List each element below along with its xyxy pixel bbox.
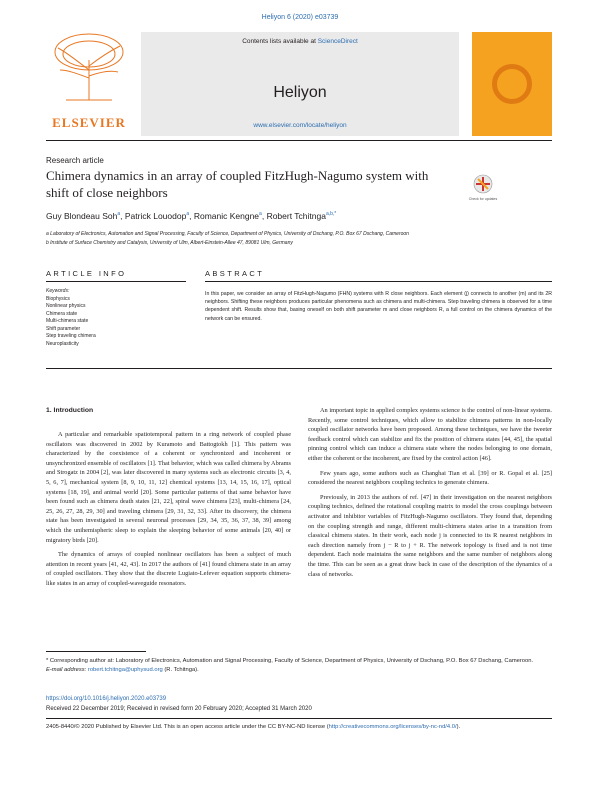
author[interactable]: Patrick Louodop$^a$ [124,211,190,221]
article-title: Chimera dynamics in an array of coupled FitzHugh-Nagumo system with shift of close neighbors [46,168,429,200]
paragraph: An important topic in applied complex systems science is the control of non-linear systems. Recently, some control techniques, which allow to stabilize chimera patterns in non-locally coupled oscillator networks have been proposed. Among these techniques, we have the tweeter feedback control which can stabilize and fix the position of chimera states [44, 45], the spatial pinning control which can induce a chimera state where the nodes belonging to one domain, either the coherent or the incoherent, are fixed by the control action [46]. [308,407,552,462]
copyright-suffix: ). [456,724,461,730]
elsevier-logo[interactable] [46,30,132,134]
license-link[interactable]: http://creativecommons.org/licenses/by-nc-nd/4.0/ [328,724,457,730]
sciencedirect-link[interactable]: ScienceDirect [317,38,358,45]
email-link[interactable]: robert.tchitnga@uphysud.org [87,667,163,673]
author[interactable]: Romanic Kengne$^a$ [193,211,262,221]
contents-line [141,38,459,45]
body-column-left [46,430,291,594]
section-heading: 1. Introduction [46,407,94,414]
keyword[interactable]: Shift parameter [46,325,81,332]
paragraph: The dynamics of arrays of coupled nonlinear oscillators has been a subject of much attention in recent years [41, 42, 43]. In 2017 the authors of [41] found chimera state in an array of coupled oscillators. They show that the discrete Lugiato-Lefever equation supports chimera-like states in an array of coupled-waveguide resonators. [46,551,291,587]
keyword[interactable]: Biophysics [46,295,70,302]
abstract-divider [205,281,552,282]
copyright-prefix: 2405-8440/© 2020 Published by Elsevier Ltd. This is an open access article under the CC BY-NC-ND license ( [46,724,329,730]
footnote-text: * Corresponding author at: Laboratory of Electronics, Automation and Signal Processing, Faculty of Science, Department of Physics, University of Dschang, P.O. Box 67 Dschang, Cameroon. [46,658,534,664]
keywords-list [46,288,176,348]
body-column-right [308,406,552,584]
crossmark-icon[interactable] [468,174,498,204]
author[interactable]: Robert Tchitnga$^{a,b,*}$ [266,211,337,221]
affiliation: a Laboratory of Electronics, Automation and Signal Processing, Faculty of Science, Department of Physics, University of Dschang, P.O. Box 67 Dschang, Cameroon [46,231,409,237]
abstract-text: In this paper, we consider an array of FitzHugh-Nagumo (FHN) systems with R close neighbors. Each element (j) connects to another (m) and its 2R neighbors. Shifting these neighbors produces particular phenomena such as chimera and multi-chimera. Step traveling chimera is observed for a time dependent shift. Results show that, basing oneself on both shift parameter m and close neighbors R, a full control on the chimera dynamics of the network can be ensured. [205,291,552,322]
footer-divider [46,718,552,719]
header-divider [46,140,552,141]
article-type: Research article [46,156,104,165]
journal-url-link[interactable]: www.elsevier.com/locate/heliyon [253,122,347,129]
cover-mark-icon [492,64,532,104]
journal-citation[interactable]: Heliyon 6 (2020) e03739 [261,14,339,21]
copyright-line [46,724,552,730]
author[interactable]: Guy Blondeau Soh$^a$ [46,211,121,221]
keyword[interactable]: Neuroplasticity [46,340,79,347]
article-info-heading: ARTICLE INFO [46,269,127,278]
paragraph: Few years ago, some authors such as Changhai Tian et al. [39] or R. Gopal et al. [25] considered the nearest neighbors coupling technics to generate chimera. [308,469,552,487]
footnote-divider [46,651,146,652]
elsevier-tree-icon [46,30,132,102]
abstract-bottom-divider [46,368,552,369]
email-suffix: (R. Tchitnga). [162,667,199,673]
journal-masthead [141,32,459,136]
email-label: E-mail address: [46,667,88,673]
keyword[interactable]: Nonlinear physics [46,303,86,309]
affiliation: b Institute of Surface Chemistry and Catalysis, University of Ulm, Albert-Einstein-Allee 47, 89081 Ulm, Germany [46,240,293,246]
contents-prefix: Contents lists available at [242,38,318,45]
keyword[interactable]: Step traveling chimera [46,333,96,339]
journal-cover[interactable] [472,32,552,136]
crossmark-label: Check for updates [468,197,498,201]
email-line [46,666,552,675]
doi-link[interactable]: https://doi.org/10.1016/j.heliyon.2020.e03739 [46,696,167,702]
paragraph: Previously, in 2013 the authors of ref. [47] in their investigation on the nearest neighbors coupling technics, defined the rotational coupling matrix to model the cross couplings between activator and inhibitor variables of FitzHugh-Nagumo oscillators. They found that, depending on the coupling strength and range, different multi-chimera states arise in a transition from classical chimera states. In their work, each node j is connected to its R nearest neighbors in each direction namely from j − R to j + R. The network topology is fixed and is not time dependent. Each node maintains the same neighbors and the same number of neighbors along the time. This can be seen as a great draw back in case of the description of the dynamics of a class of networks. [308,493,552,578]
article-info-divider [46,281,186,282]
publisher-logo-text: ELSEVIER [52,115,126,130]
keyword[interactable]: Chimera state [46,310,78,317]
paragraph: A particular and remarkable spatiotemporal pattern in a ring network of coupled phase oscillators was discovered in 2002 by Kuramoto and Battogtokh [1]. This pattern was characterized by the coexistence of a coherent or synchronized and incoherent or unsynchronized ensemble of oscillators [1]. That behavior, which was called chimera by Abrams and Strogatz in 2004 [2], was later discovered in many systems such as electronic circuits [3, 4, 5, 6, 7], mechanical system [8, 9, 10, 11, 12] chemical systems [13, 14, 15, 16, 17], optical systems [18, 19], and animal world [20]. Some particular patterns of that same behavior have been found such as chimera death states [21, 22], spiral wave chimera [23], multi-chimera [24, 25, 26, 27, 28, 29, 30] and traveling chimera [29, 31, 32, 33]. After its discovery, the chimera state has been investigated in several neuronal processes [29, 34, 35, 36, 37, 38, 39] among which the unihemispheric sleep to explain the sleeping behavior of some animals [20, 40] or migratory birds [20]. [46,431,291,544]
journal-title: Heliyon [273,84,327,101]
keywords-label: Keywords: [46,288,70,294]
keyword[interactable]: Multi-chimera state [46,318,89,324]
author-list: Guy Blondeau Soh$^a$, Patrick Louodop$^a$, Romanic Kengne$^a$, Robert Tchitnga$^{a,b,*}$ [46,211,337,221]
received-dates: Received 22 December 2019; Received in revised form 20 February 2020; Accepted 31 March 2020 [46,706,312,712]
corresponding-author-note [46,657,552,675]
abstract-heading: ABSTRACT [205,269,265,278]
